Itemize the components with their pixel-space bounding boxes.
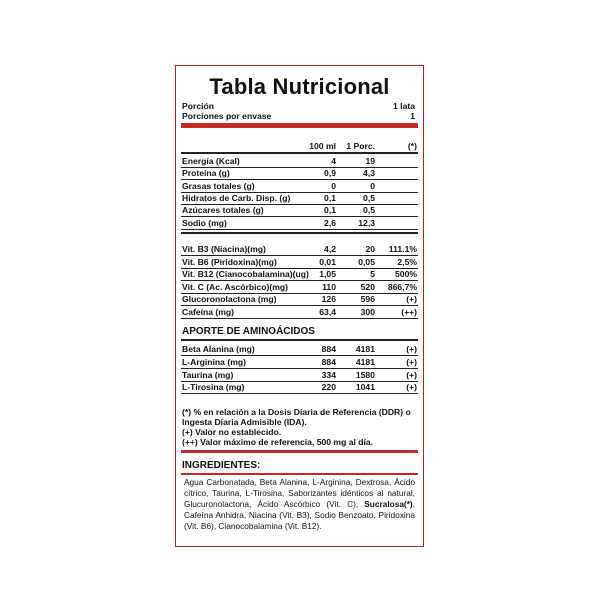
row-value-100ml: 0,1 — [324, 205, 336, 216]
row-rule — [181, 229, 418, 230]
row-value-percent: (+) — [406, 294, 417, 304]
footnotes-divider-bar — [181, 450, 418, 453]
row-name: Proteína (g) — [182, 168, 230, 179]
row-value-portion: 520 — [360, 281, 375, 292]
row-value-100ml: 4,2 — [324, 244, 336, 254]
row-value-100ml: 1,05 — [319, 269, 336, 279]
row-value-100ml: 220 — [321, 382, 336, 393]
row-value-percent: 111.1% — [388, 244, 417, 254]
row-value-100ml: 126 — [321, 294, 336, 304]
row-value-portion: 0,5 — [363, 205, 375, 216]
row-value-100ml: 4 — [331, 156, 336, 166]
row-value-portion: 19 — [365, 156, 375, 166]
row-value-percent: 2,5% — [397, 256, 417, 267]
ingredients-divider — [181, 473, 418, 475]
row-value-percent: (+) — [406, 344, 417, 354]
row-value-portion: 4181 — [355, 344, 375, 354]
row-value-100ml: 884 — [321, 344, 336, 354]
ingredients-text — [184, 477, 415, 532]
row-value-percent: (+) — [406, 356, 417, 367]
row-value-portion: 4181 — [355, 356, 375, 367]
ingredients-bold: Sucralosa(*) — [364, 499, 413, 509]
row-name: Taurina (mg) — [182, 369, 234, 380]
row-value-portion: 596 — [360, 294, 375, 304]
row-value-100ml: 0,01 — [319, 256, 336, 267]
table-title: Tabla Nutricional — [209, 74, 390, 99]
row-name: Beta Alanina (mg) — [182, 344, 255, 354]
row-name: Sodio (mg) — [182, 217, 227, 228]
footnote-4: (++) Valor máximo de referencia, 500 mg al día. — [182, 437, 374, 447]
column-header-percent: (*) — [407, 141, 417, 151]
row-name: Azúcares totales (g) — [182, 205, 264, 216]
footnote-1: (*) % en relación a la Dosis Diaria de Referencia (DDR) o — [182, 407, 411, 417]
row-value-percent: 866,7% — [387, 281, 417, 292]
row-name: Vit. C (Ac. Ascórbico)(mg) — [182, 281, 288, 292]
row-name: L-Tirosina (mg) — [182, 382, 245, 393]
row-name: Vit. B12 (Cianocobalamina)(ug) — [182, 269, 309, 279]
row-value-100ml: 0,1 — [324, 192, 336, 203]
ingredients-after: , Cafeína Anhidra, Niacina (Vit. B3), Sodio Benzoato, Piridoxina (Vit. B6), Cianocobalamina (Vit. B12). — [184, 499, 415, 531]
row-name: Cafeína (mg) — [182, 306, 235, 317]
row-value-100ml: 0 — [331, 180, 336, 191]
row-value-portion: 0 — [370, 180, 375, 191]
row-value-100ml: 334 — [321, 369, 336, 380]
ingredients-before: Agua Carbonatada, Beta Alanina, L-Arginina, Dextrosa, Ácido cítrico, Taurina, L-Tirosina, Saborizantes idénticos al natural, Glucuronolactona, Ácido Ascórbico (Vit. C), — [184, 477, 415, 509]
row-rule — [181, 318, 418, 319]
column-header-portion: 1 Porc. — [346, 141, 375, 151]
row-value-100ml: 110 — [322, 281, 336, 292]
amino-acids-divider — [181, 339, 418, 341]
row-name: Energía (Kcal) — [182, 156, 240, 166]
serving-label: Porción — [182, 101, 214, 111]
row-value-portion: 20 — [365, 244, 375, 254]
nutrition-table — [175, 65, 424, 547]
amino-acids-title: APORTE DE AMINOÁCIDOS — [182, 326, 315, 337]
row-value-100ml: 884 — [321, 356, 336, 367]
servings-per-container-label: Porciones por envase — [182, 111, 272, 121]
column-header-rule — [181, 152, 418, 154]
row-name: Hidratos de Carb. Disp. (g) — [182, 192, 291, 203]
row-value-portion: 0,05 — [358, 256, 375, 267]
header-divider-bar — [181, 123, 418, 128]
row-value-percent: 500% — [395, 269, 417, 279]
row-value-portion: 4,3 — [363, 168, 375, 179]
row-name: Vit. B6 (Piridoxina)(mg) — [182, 256, 277, 267]
row-value-portion: 0,5 — [363, 192, 375, 203]
vitamins-divider — [181, 232, 418, 234]
ingredients-title: INGREDIENTES: — [182, 460, 261, 471]
row-value-100ml: 63,4 — [319, 306, 336, 317]
row-name: L-Arginina (mg) — [182, 356, 246, 367]
row-value-percent: (+) — [406, 382, 417, 393]
column-header-100ml: 100 ml — [309, 141, 336, 151]
footnote-3: (+) Valor no establecido. — [182, 427, 282, 437]
serving-value: 1 lata — [393, 101, 415, 111]
row-value-portion: 12,3 — [358, 217, 375, 228]
servings-per-container-value: 1 — [410, 111, 415, 121]
row-name: Grasas totales (g) — [182, 180, 255, 191]
row-rule — [181, 393, 418, 394]
row-value-percent: (++) — [401, 306, 417, 317]
row-value-100ml: 2,6 — [324, 217, 336, 228]
row-value-portion: 300 — [360, 306, 375, 317]
row-value-portion: 5 — [370, 269, 375, 279]
row-value-percent: (+) — [406, 369, 417, 380]
row-name: Glucoronolactona (mg) — [182, 294, 277, 304]
row-value-100ml: 0,9 — [324, 168, 336, 179]
row-name: Vit. B3 (Niacina)(mg) — [182, 244, 266, 254]
row-value-portion: 1580 — [355, 369, 375, 380]
row-value-portion: 1041 — [355, 382, 375, 393]
footnote-2: Ingesta Diaria Admisible (IDA). — [182, 417, 307, 427]
